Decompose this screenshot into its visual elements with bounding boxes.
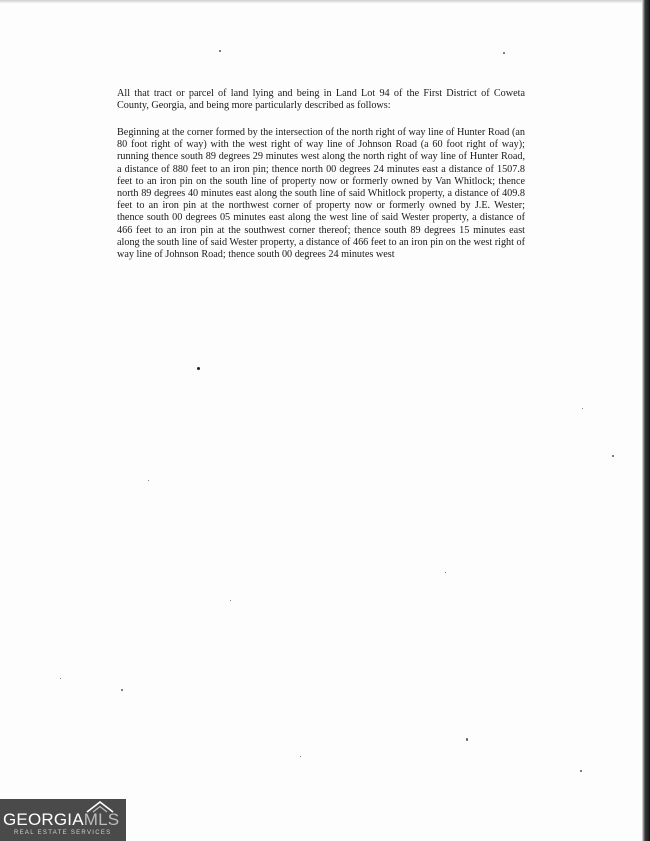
scan-speck bbox=[466, 738, 468, 741]
logo-wordmark bbox=[3, 811, 119, 829]
scan-speck bbox=[612, 455, 614, 457]
georgia-mls-watermark bbox=[0, 799, 126, 841]
scan-speck bbox=[121, 689, 123, 691]
scan-speck bbox=[582, 408, 583, 409]
logo-word-georgia: GEORGIA bbox=[3, 810, 84, 829]
scan-speck bbox=[230, 600, 231, 601]
legal-description-metes-and-bounds: Beginning at the corner formed by the intersection of the north right of way line of Hunter Road (an 80 foot right of way) with the west right of way line of Johnson Road (a 60 foot right of way); running thence south 89 degrees 29 minutes west along the north right of way line of Hunter Road, a distance of 880 feet to an iron pin; thence north 00 degrees 24 minutes east a distance of 1507.8 feet to an iron pin on the south line of property now or formerly owned by Van Whitlock; thence north 89 degrees 40 minutes east along the south line of said Whitlock property, a distance of 409.8 feet to an iron pin at the northwest corner of property now or formerly owned by J.E. Wester; thence south 00 degrees 05 minutes east along the west line of said Wester property, a distance of 466 feet to an iron pin at the southwest corner thereof; thence south 89 degrees 15 minutes east along the south line of said Wester property, a distance of 466 feet to an iron pin on the west right of way line of Johnson Road; thence south 00 degrees 24 minutes west bbox=[117, 127, 525, 261]
scan-speck bbox=[197, 367, 200, 370]
scan-speck bbox=[148, 480, 149, 481]
scan-speck bbox=[219, 50, 221, 52]
legal-description-intro: All that tract or parcel of land lying and being in Land Lot 94 of the First District of Coweta County, Georgia, and being more particularly described as follows: bbox=[117, 88, 525, 112]
scan-speck bbox=[580, 770, 582, 772]
scan-speck bbox=[60, 678, 61, 679]
page-top-edge bbox=[0, 0, 650, 3]
scan-speck bbox=[503, 52, 505, 54]
scan-speck bbox=[445, 572, 446, 573]
page-right-edge bbox=[642, 0, 650, 841]
scan-speck bbox=[300, 756, 301, 757]
logo-word-mls: MLS bbox=[83, 810, 120, 829]
logo-tagline: REAL ESTATE SERVICES bbox=[14, 830, 112, 836]
